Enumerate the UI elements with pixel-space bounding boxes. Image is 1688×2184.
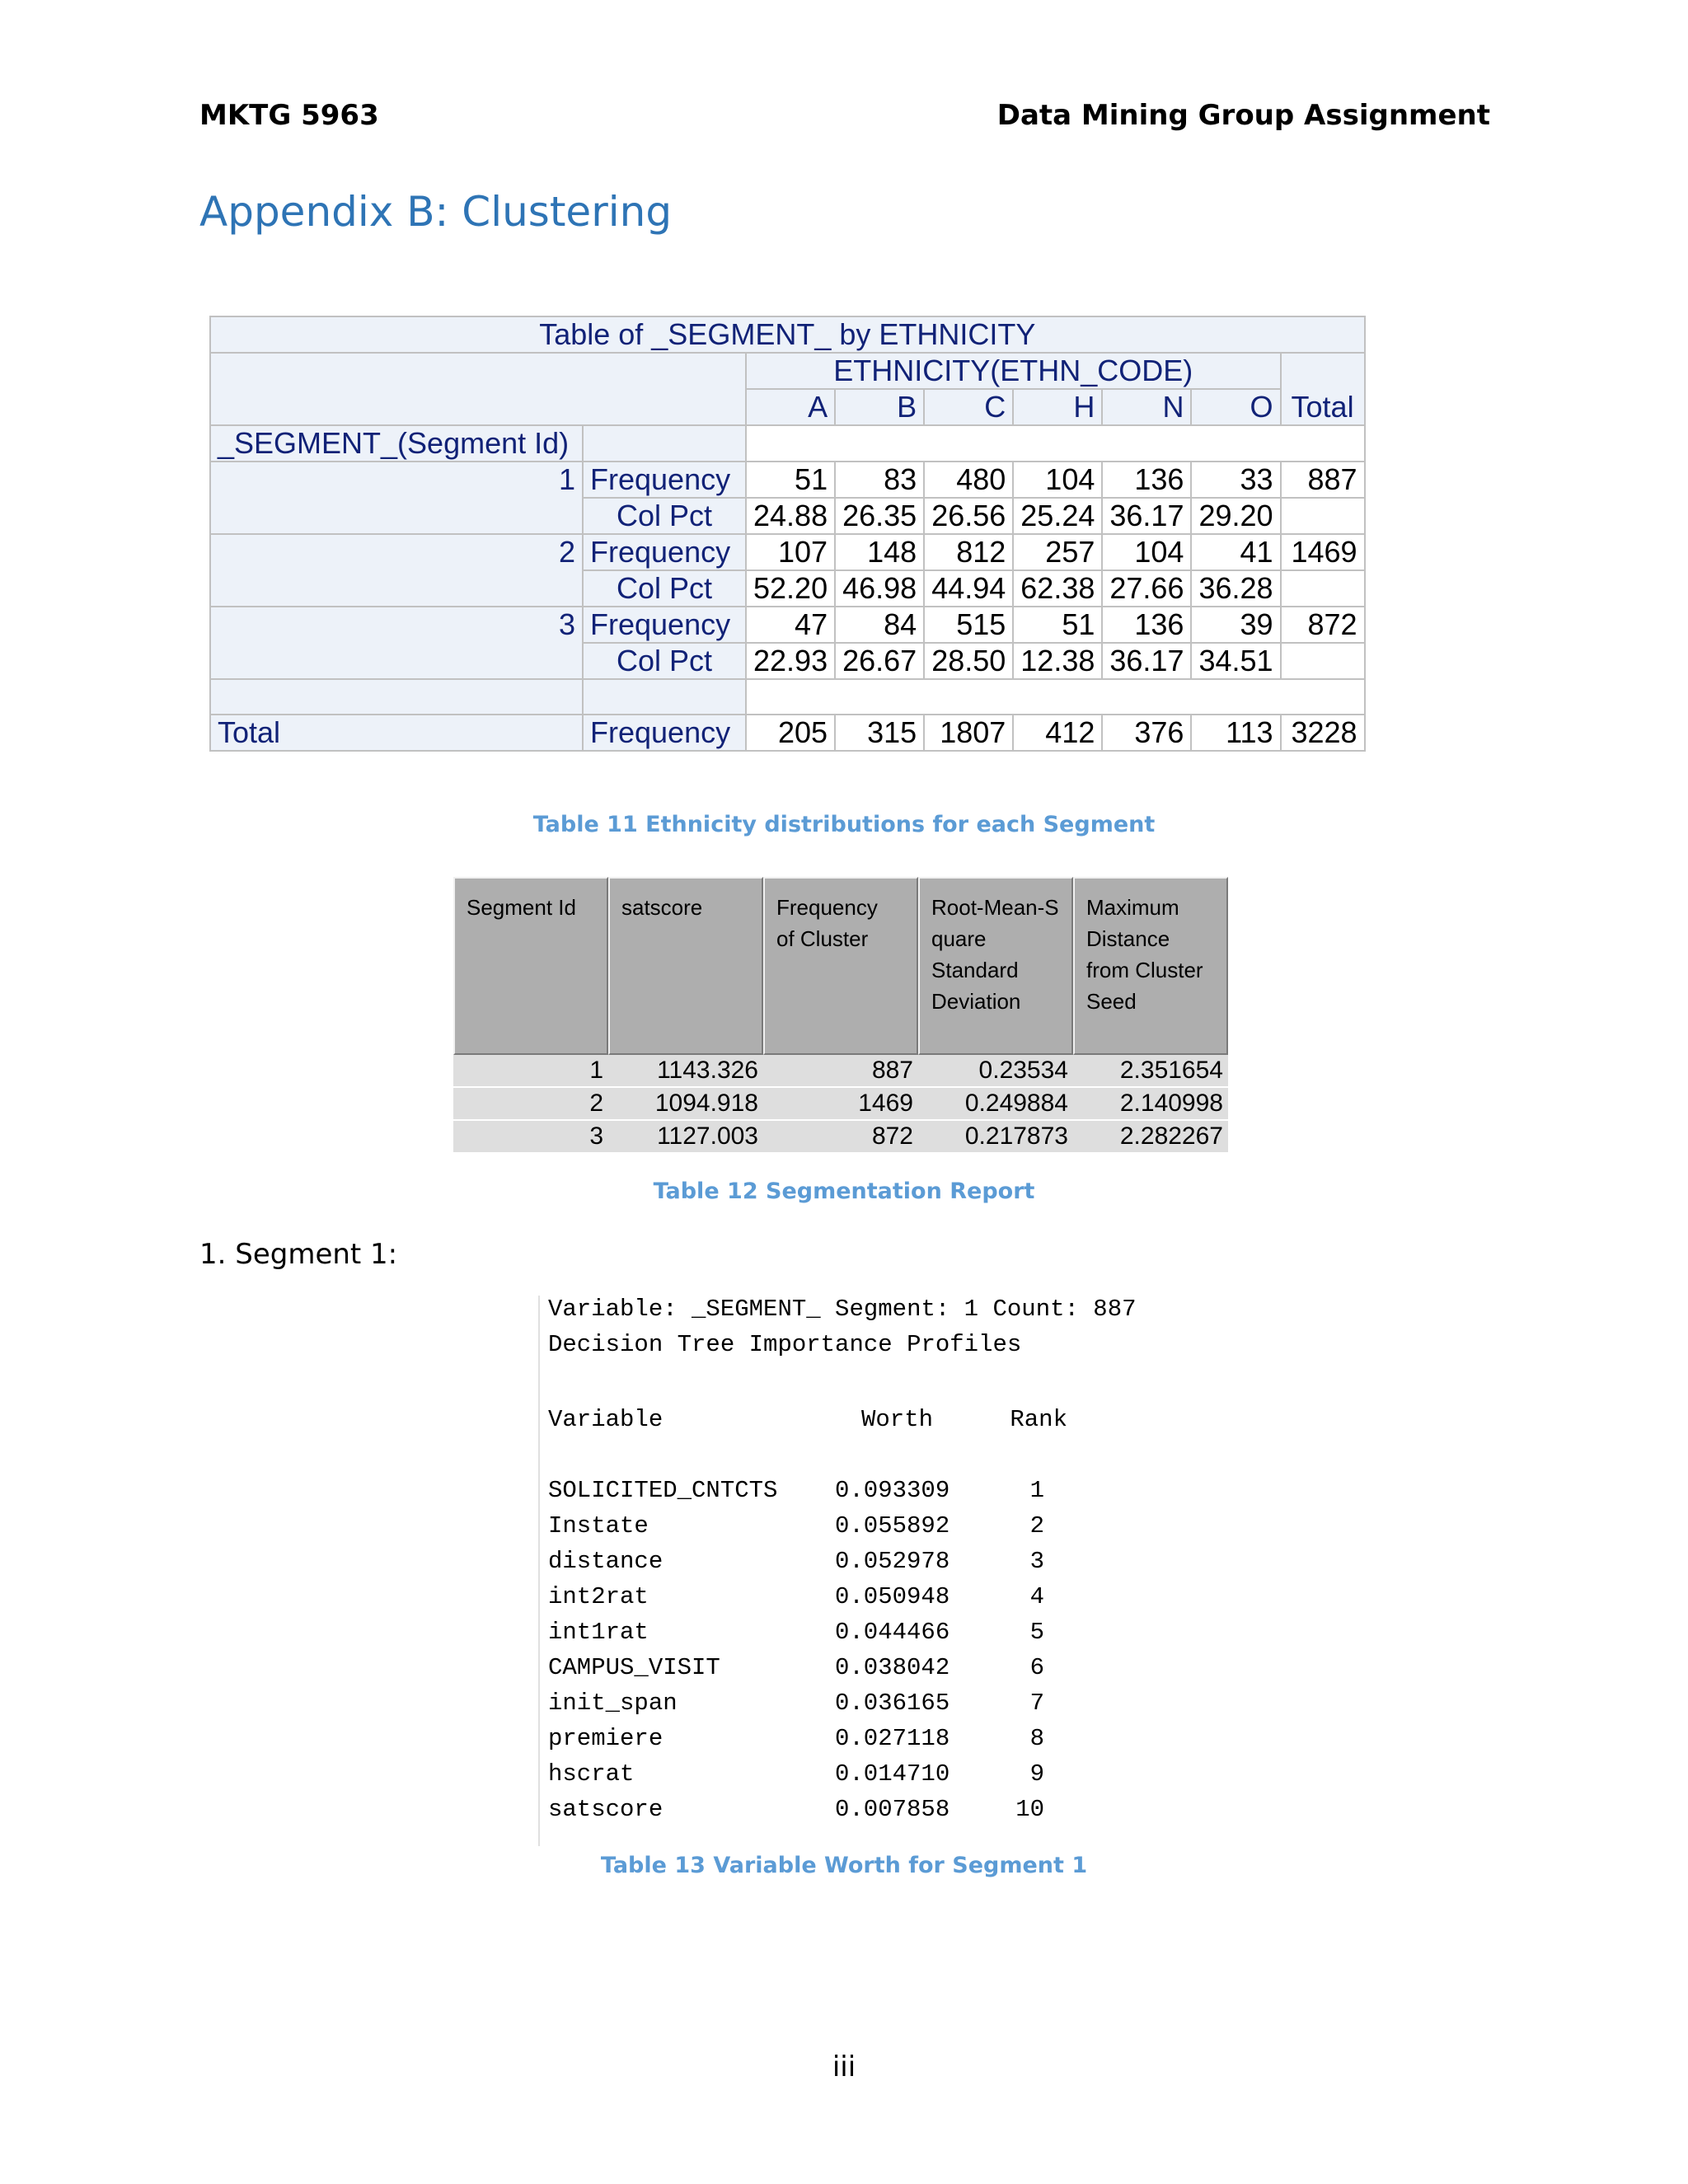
cell: 3	[453, 1121, 608, 1154]
output-rows	[548, 1473, 1137, 1827]
variable-worth: 0.014710	[835, 1760, 950, 1788]
freq-cell: 104	[1013, 462, 1102, 498]
total-row-label: Total	[210, 715, 583, 751]
variable-worth: 0.038042	[835, 1654, 950, 1681]
cell: 0.217873	[918, 1121, 1073, 1154]
crosstab-col-header: H	[1013, 389, 1102, 425]
freq-cell: 51	[1013, 607, 1102, 643]
col-worth: Worth	[861, 1406, 934, 1433]
table-row	[548, 1792, 1137, 1827]
pct-cell: 29.20	[1191, 498, 1280, 534]
table-row	[548, 1615, 1137, 1650]
appendix-heading: Appendix B: Clustering	[199, 188, 673, 236]
page-number: iii	[832, 2050, 856, 2083]
cell: 0.23534	[918, 1055, 1073, 1088]
col-total: 205	[746, 715, 835, 751]
variable-worth: 0.027118	[835, 1725, 950, 1752]
pct-cell: 44.94	[924, 570, 1013, 607]
crosstab-col-group: ETHNICITY(ETHN_CODE)	[746, 353, 1281, 389]
freq-cell: 515	[924, 607, 1013, 643]
stat-label: Frequency	[583, 715, 746, 751]
col-total: 376	[1102, 715, 1191, 751]
cell: 872	[763, 1121, 918, 1154]
column-header: Frequency of Cluster	[763, 877, 918, 1055]
variable-rank: 3	[1029, 1548, 1044, 1575]
spacer	[548, 1437, 1137, 1473]
freq-cell: 83	[835, 462, 924, 498]
output-column-headers	[548, 1402, 1137, 1437]
pct-cell: 62.38	[1013, 570, 1102, 607]
variable-rank: 4	[1029, 1583, 1044, 1610]
table-row	[548, 1508, 1137, 1544]
freq-cell: 148	[835, 534, 924, 570]
column-header: Root-Mean-S quare Standard Deviation	[918, 877, 1073, 1055]
freq-cell: 136	[1102, 607, 1191, 643]
cell: 1094.918	[608, 1088, 763, 1121]
variable-name: int1rat	[548, 1619, 649, 1646]
spacer	[548, 1366, 1137, 1402]
document-title: Data Mining Group Assignment	[996, 99, 1490, 132]
cell: 2	[453, 1088, 608, 1121]
cell: 1	[453, 1055, 608, 1088]
cell: 1469	[763, 1088, 918, 1121]
pct-cell: 36.28	[1191, 570, 1280, 607]
variable-worth: 0.052978	[835, 1548, 950, 1575]
crosstab-blank	[210, 679, 583, 715]
cell: 1143.326	[608, 1055, 763, 1088]
variable-worth: 0.055892	[835, 1512, 950, 1540]
freq-cell: 480	[924, 462, 1013, 498]
segmentation-report	[453, 877, 1236, 1154]
crosstab-title: Table of _SEGMENT_ by ETHNICITY	[210, 316, 1365, 353]
crosstab-col-header: O	[1191, 389, 1280, 425]
crosstab-corner	[210, 353, 746, 425]
course-code: MKTG 5963	[199, 99, 379, 132]
cell: 2.140998	[1073, 1088, 1228, 1121]
variable-name: CAMPUS_VISIT	[548, 1654, 720, 1681]
variable-name: init_span	[548, 1690, 678, 1717]
row-total: 1469	[1281, 534, 1365, 570]
table-row	[453, 1088, 1228, 1121]
pct-cell: 52.20	[746, 570, 835, 607]
pct-cell: 25.24	[1013, 498, 1102, 534]
table-row	[548, 1756, 1137, 1792]
table-row	[453, 1055, 1228, 1088]
output-header-line: Variable: _SEGMENT_ Segment: 1 Count: 887	[548, 1296, 1137, 1323]
freq-cell: 136	[1102, 462, 1191, 498]
ethnicity-crosstab	[209, 316, 1366, 752]
freq-cell: 47	[746, 607, 835, 643]
variable-worth: 0.007858	[835, 1796, 950, 1823]
freq-cell: 51	[746, 462, 835, 498]
crosstab-blank	[583, 425, 746, 462]
col-total: 1807	[924, 715, 1013, 751]
segment-id: 3	[210, 607, 583, 679]
crosstab-blank	[746, 679, 1365, 715]
freq-cell: 257	[1013, 534, 1102, 570]
table11-caption: Table 11 Ethnicity distributions for each Segment	[532, 812, 1156, 837]
variable-rank: 2	[1029, 1512, 1044, 1540]
stat-label: Col Pct	[583, 643, 746, 679]
variable-worth: 0.093309	[835, 1477, 950, 1504]
pct-cell: 12.38	[1013, 643, 1102, 679]
col-rank: Rank	[1010, 1406, 1067, 1433]
cell: 0.249884	[918, 1088, 1073, 1121]
cell: 887	[763, 1055, 918, 1088]
col-total: 113	[1191, 715, 1280, 751]
crosstab-col-header: C	[924, 389, 1013, 425]
pct-cell: 26.67	[835, 643, 924, 679]
segment-id: 1	[210, 462, 583, 534]
column-header: Segment Id	[453, 877, 608, 1055]
crosstab-blank	[583, 679, 746, 715]
output-subtitle-line: Decision Tree Importance Profiles	[548, 1331, 1022, 1358]
stat-label: Frequency	[583, 462, 746, 498]
freq-cell: 104	[1102, 534, 1191, 570]
variable-name: satscore	[548, 1796, 663, 1823]
crosstab-col-header: B	[835, 389, 924, 425]
variable-worth-output	[538, 1296, 1137, 1846]
variable-worth: 0.050948	[835, 1583, 950, 1610]
row-total: 872	[1281, 607, 1365, 643]
freq-cell: 107	[746, 534, 835, 570]
pct-cell: 24.88	[746, 498, 835, 534]
table-row	[548, 1544, 1137, 1579]
variable-name: premiere	[548, 1725, 663, 1752]
stat-label: Frequency	[583, 607, 746, 643]
empty-cell	[1281, 643, 1365, 679]
pct-cell: 46.98	[835, 570, 924, 607]
stat-label: Frequency	[583, 534, 746, 570]
freq-cell: 812	[924, 534, 1013, 570]
crosstab-col-header: N	[1102, 389, 1191, 425]
pct-cell: 36.17	[1102, 643, 1191, 679]
freq-cell: 39	[1191, 607, 1280, 643]
col-total: 412	[1013, 715, 1102, 751]
variable-rank: 10	[1015, 1796, 1044, 1823]
variable-rank: 1	[1029, 1477, 1044, 1504]
col-variable: Variable	[548, 1406, 663, 1433]
freq-cell: 33	[1191, 462, 1280, 498]
pct-cell: 27.66	[1102, 570, 1191, 607]
crosstab-col-header: A	[746, 389, 835, 425]
variable-name: int2rat	[548, 1583, 649, 1610]
pct-cell: 36.17	[1102, 498, 1191, 534]
segment-id: 2	[210, 534, 583, 607]
pct-cell: 34.51	[1191, 643, 1280, 679]
stat-label: Col Pct	[583, 570, 746, 607]
pct-cell: 26.56	[924, 498, 1013, 534]
variable-rank: 6	[1029, 1654, 1044, 1681]
cell: 2.351654	[1073, 1055, 1228, 1088]
variable-rank: 9	[1029, 1760, 1044, 1788]
cell: 1127.003	[608, 1121, 763, 1154]
grand-total: 3228	[1281, 715, 1365, 751]
crosstab-total-header: Total	[1281, 353, 1365, 425]
col-total: 315	[835, 715, 924, 751]
freq-cell: 84	[835, 607, 924, 643]
table12-caption: Table 12 Segmentation Report	[653, 1179, 1035, 1204]
stat-label: Col Pct	[583, 498, 746, 534]
crosstab-row-header: _SEGMENT_(Segment Id)	[210, 425, 583, 462]
empty-cell	[1281, 570, 1365, 607]
freq-cell: 41	[1191, 534, 1280, 570]
column-header: Maximum Distance from Cluster Seed	[1073, 877, 1228, 1055]
table-row	[548, 1579, 1137, 1615]
segment1-heading: 1. Segment 1:	[199, 1238, 398, 1271]
variable-name: hscrat	[548, 1760, 635, 1788]
pct-cell: 22.93	[746, 643, 835, 679]
variable-rank: 5	[1029, 1619, 1044, 1646]
segmentation-table	[453, 877, 1228, 1154]
table13-caption: Table 13 Variable Worth for Segment 1	[600, 1853, 1088, 1878]
variable-name: SOLICITED_CNTCTS	[548, 1477, 778, 1504]
variable-rank: 8	[1029, 1725, 1044, 1752]
variable-worth: 0.044466	[835, 1619, 950, 1646]
row-total: 887	[1281, 462, 1365, 498]
table-row	[548, 1685, 1137, 1721]
variable-name: distance	[548, 1548, 663, 1575]
pct-cell: 28.50	[924, 643, 1013, 679]
column-header: satscore	[608, 877, 763, 1055]
table-row	[548, 1650, 1137, 1685]
pct-cell: 26.35	[835, 498, 924, 534]
table-row	[548, 1721, 1137, 1756]
variable-rank: 7	[1029, 1690, 1044, 1717]
variable-name: Instate	[548, 1512, 649, 1540]
empty-cell	[1281, 498, 1365, 534]
table-row	[548, 1473, 1137, 1508]
crosstab-blank	[746, 425, 1365, 462]
variable-worth: 0.036165	[835, 1690, 950, 1717]
table-row	[453, 1121, 1228, 1154]
cell: 2.282267	[1073, 1121, 1228, 1154]
